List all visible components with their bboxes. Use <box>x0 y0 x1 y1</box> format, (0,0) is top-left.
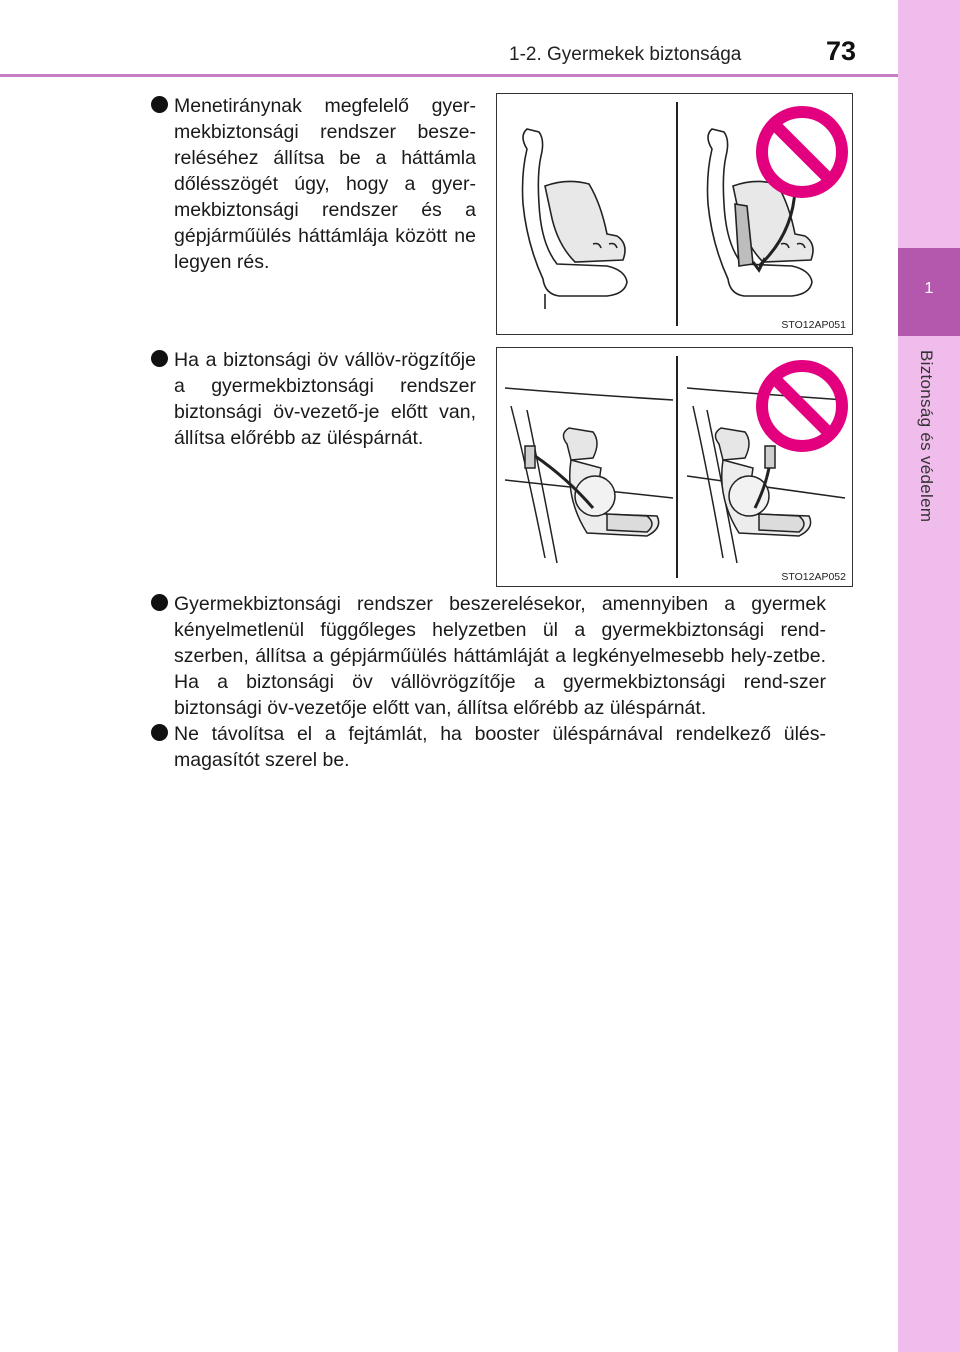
chapter-number: 1 <box>924 280 934 297</box>
bullet-item <box>174 347 476 451</box>
prohibition-icon <box>762 112 842 192</box>
page-number: 73 <box>826 36 857 66</box>
figure-seat-recline <box>496 93 853 335</box>
bullet-text: Ha a biztonsági öv vállöv-rögzítője a gyermekbiztonsági rendszer biztonsági öv-vezető-je előtt van, állítsa előrébb az üléspárnát. <box>174 349 476 449</box>
side-tab-background <box>898 0 960 1352</box>
bullet-icon <box>151 594 168 611</box>
bullet-text: Menetiránynak megfelelő gyer-mekbiztonsági rendszer besze-reléséhez állítsa be a háttámla dőlésszögét úgy, hogy a gyer-mekbiztonsági rendszer és a gépjárműülés háttámlája között ne legyen rés. <box>174 95 476 273</box>
figure-code: STO12AP052 <box>781 571 846 583</box>
bullet-icon <box>151 350 168 367</box>
bullet-icon <box>151 96 168 113</box>
prohibition-icon <box>762 366 842 446</box>
figure-seat-cushion <box>496 347 853 587</box>
seat-recline-illustration <box>497 94 851 333</box>
bullet-item <box>174 93 476 275</box>
section-title: 1-2. Gyermekek biztonsága <box>509 44 742 65</box>
bullet-text: Gyermekbiztonsági rendszer beszerelésekor, amennyiben a gyermek kényelmetlenül függőleges helyzetben ül a gyermekbiztonsági rend-szerben, állítsa a gépjárműülés háttámláját a legkényelmesebb hely-zetbe. Ha a biztonsági öv vállövrögzítője a gyermekbiztonsági rend-szer biztonsági öv-vezetője előtt van, állítsa előrébb az üléspárnát. <box>174 593 826 719</box>
bullet-icon <box>151 724 168 741</box>
bullet-text: Ne távolítsa el a fejtámlát, ha booster üléspárnával rendelkező ülés-magasítót szerel be. <box>174 723 826 771</box>
bullet-item <box>174 721 826 773</box>
figure-code: STO12AP051 <box>781 319 846 331</box>
seat-cushion-illustration <box>497 348 851 585</box>
header-rule <box>0 74 898 77</box>
chapter-title: Biztonság és védelem <box>917 350 936 523</box>
bullet-item <box>174 591 826 721</box>
